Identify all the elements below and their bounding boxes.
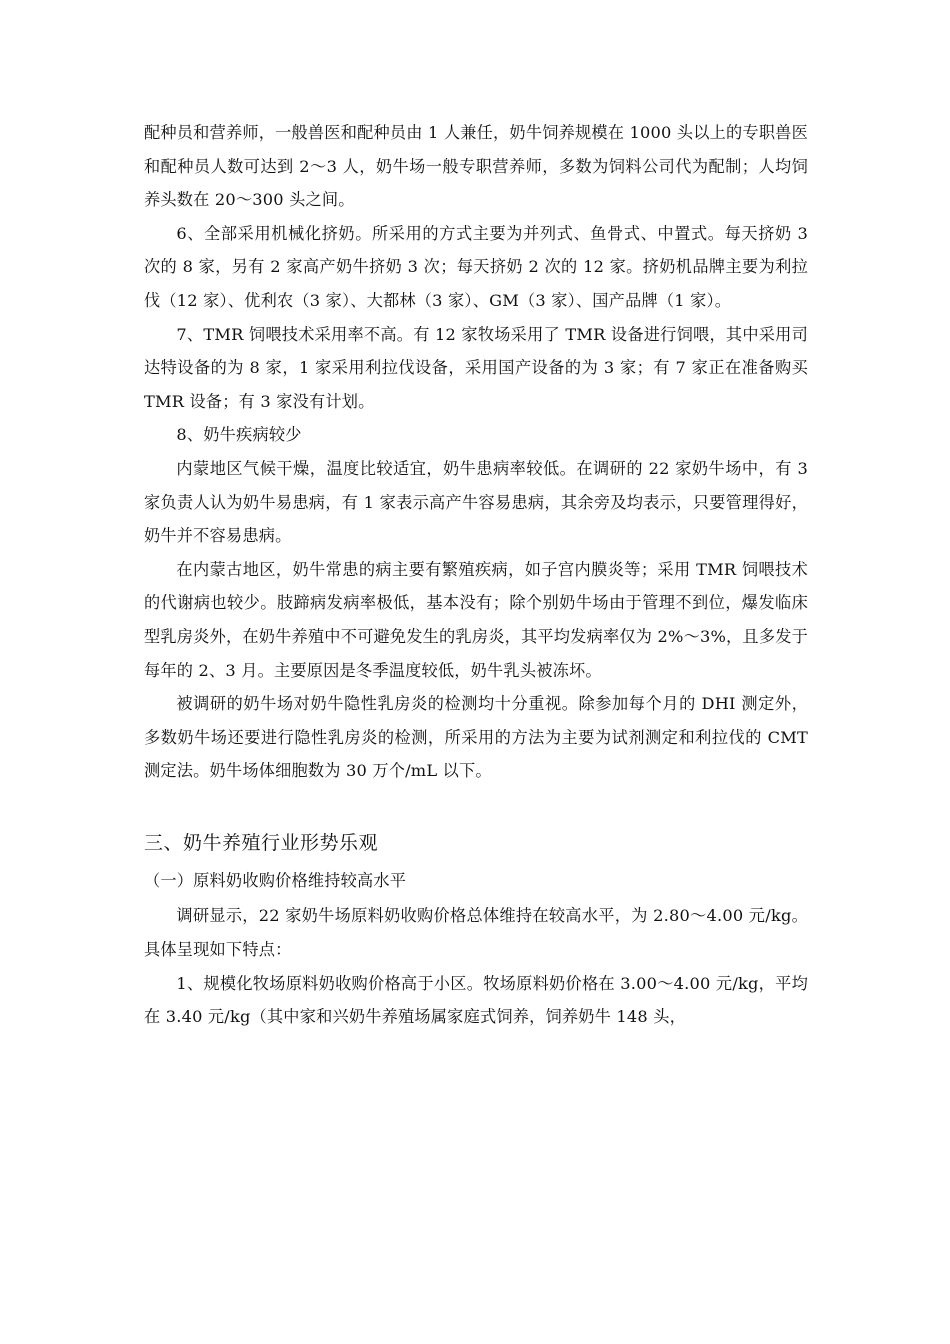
- paragraph-staffing: 配种员和营养师，一般兽医和配种员由 1 人兼任，奶牛饲养规模在 1000 头以上的专职兽医和配种员人数可达到 2～3 人，奶牛场一般专职营养师，多数为饲料公司代为配制；人均饲养头数在 20～300 头之间。: [144, 123, 808, 210]
- paragraph-disease-title: 8、奶牛疾病较少: [176, 425, 302, 445]
- document-body: [144, 116, 808, 1034]
- paragraph-milking: 6、全部采用机械化挤奶。所采用的方式主要为并列式、鱼骨式、中置式。每天挤奶 3 次的 8 家，另有 2 家高产奶牛挤奶 3 次；每天挤奶 2 次的 12 家。挤奶机品牌主要为利拉伐（12 家）、优利农（3 家）、大都林（3 家）、GM（3 家）、国产品牌（1 家）。: [144, 223, 808, 310]
- paragraph-price-scale: 1、规模化牧场原料奶收购价格高于小区。牧场原料奶价格在 3.00～4.00 元/kg，平均在 3.40 元/kg（其中家和兴奶牛养殖场属家庭式饲养，饲养奶牛 148 头，: [144, 973, 808, 1027]
- paragraph-price-survey: 调研显示，22 家奶牛场原料奶收购价格总体维持在较高水平，为 2.80～4.00 元/kg。具体呈现如下特点：: [144, 906, 808, 960]
- paragraph-mastitis-testing: 被调研的奶牛场对奶牛隐性乳房炎的检测均十分重视。除参加每个月的 DHI 测定外，多数奶牛场还要进行隐性乳房炎的检测，所采用的方法为主要为试剂测定和利拉伐的 CMT 测定法。奶牛场体细胞数为 30 万个/mL 以下。: [144, 694, 808, 781]
- paragraph-disease-types: 在内蒙古地区，奶牛常患的病主要有繁殖疾病，如子宫内膜炎等；采用 TMR 饲喂技术的代谢病也较少。肢蹄病发病率极低，基本没有；除个别奶牛场由于管理不到位，爆发临床型乳房炎外，在奶牛养殖中不可避免发生的乳房炎，其平均发病率仅为 2%～3%，且多发于每年的 2、3 月。主要原因是冬季温度较低，奶牛乳头被冻坏。: [144, 559, 808, 680]
- paragraph-tmr: 7、TMR 饲喂技术采用率不高。有 12 家牧场采用了 TMR 设备进行饲喂，其中采用司达特设备的为 8 家，1 家采用利拉伐设备，采用国产设备的为 3 家；有 7 家正在准备购买 TMR 设备；有 3 家没有计划。: [144, 324, 808, 411]
- section-heading: 三、奶牛养殖行业形势乐观: [144, 831, 379, 854]
- subsection-heading: （一）原料奶收购价格维持较高水平: [144, 870, 407, 890]
- paragraph-disease-climate: 内蒙地区气候干燥，温度比较适宜，奶牛患病率较低。在调研的 22 家奶牛场中，有 3 家负责人认为奶牛易患病，有 1 家表示高产牛容易患病，其余旁及均表示，只要管理得好，奶牛并不容易患病。: [144, 458, 808, 546]
